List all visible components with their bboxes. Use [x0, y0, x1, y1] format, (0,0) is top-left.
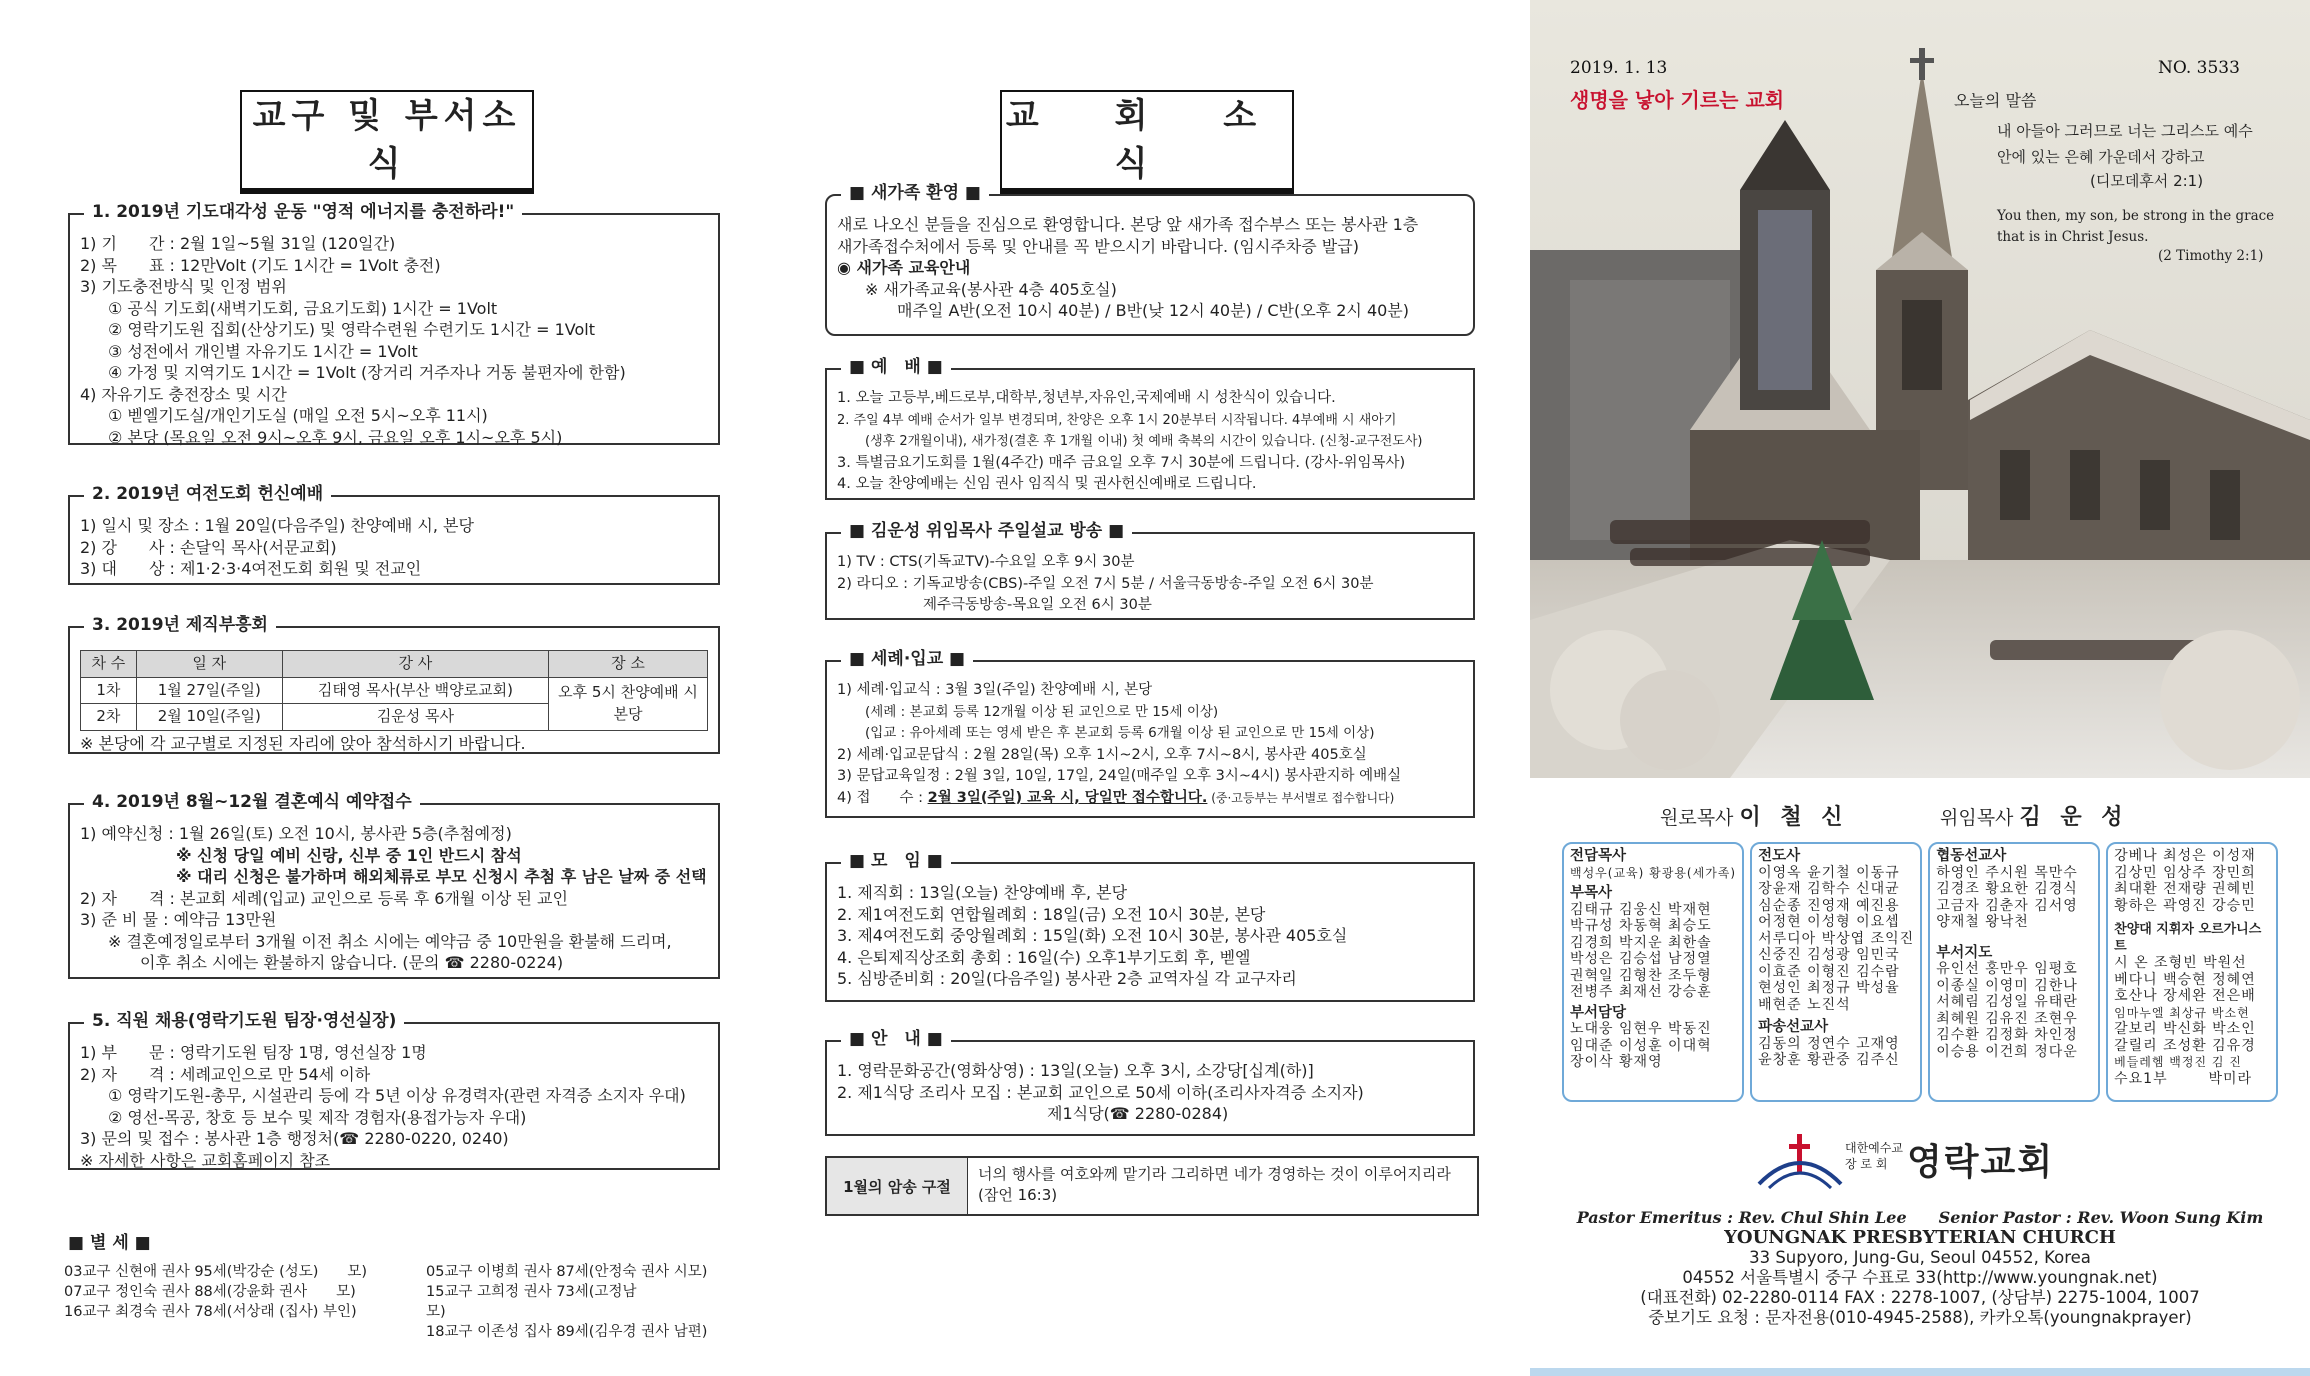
- staff-heading: 부서담당: [1570, 1004, 1627, 1021]
- verse-ref: (디모데후서 2:1): [2090, 172, 2204, 190]
- section-header: 1. 2019년 기도대각성 운동 "영적 에너지를 충전하라!": [84, 202, 522, 224]
- section-header: ■ 세례·입교 ■: [841, 649, 973, 671]
- staff-row: 서루디아 박상엽 조익진: [1758, 930, 1915, 947]
- verse-line: 너의 행사를 여호와께 맡기라 그리하면 네가 경영하는 것이 이루어지리라: [978, 1165, 1451, 1183]
- line: 2. 주일 4부 예배 순서가 일부 변경되며, 찬양은 오후 1시 20분부터 시작됩니다. 4부예배 시 새아기: [837, 412, 1397, 428]
- line: ① 공식 기도회(새벽기도회, 금요기도회) 1시간 = 1Volt: [108, 298, 498, 318]
- cell: 1차: [81, 677, 137, 704]
- line: 2) 목 표 : 12만Volt (기도 1시간 = 1Volt 충전): [80, 255, 441, 275]
- staff-row: 김동의 정연수 고재영: [1758, 1035, 1900, 1052]
- staff-heading: 찬양대 지휘자 오르가니스트: [2114, 922, 2262, 954]
- obituary-item: 18교구 이존성 집사 89세(김우경 권사 남편): [426, 1324, 708, 1340]
- obituary-header: ■ 별 세 ■: [68, 1233, 151, 1253]
- line: 새로 나오신 분들을 진심으로 환영합니다. 본당 앞 새가족 접수부스 또는 봉사관 1층: [837, 215, 1419, 234]
- line: ※ 신청 당일 예비 신랑, 신부 중 1인 반드시 참석: [176, 845, 522, 865]
- table-header: 강 사: [282, 651, 548, 678]
- today-word-english: [1997, 206, 2274, 248]
- denomination-line: 장 로 회: [1845, 1157, 1888, 1171]
- church-info: [1530, 1208, 2310, 1328]
- church-photo: [1530, 0, 2310, 778]
- line: 제1식당(☎ 2280-0284): [1047, 1104, 1229, 1123]
- line: 3) 문의 및 접수 : 봉사관 1층 행정처(☎ 2280-0220, 0240): [80, 1129, 509, 1148]
- name: 김 운 성: [2019, 805, 2129, 830]
- line: 4. 은퇴제직상조회 총회 : 16일(수) 오후1부기도회 후, 벧엘: [837, 947, 1251, 967]
- cell: 김태영 목사(부산 백양로교회): [282, 677, 548, 704]
- line: 1) 예약신청 : 1월 26일(토) 오전 10시, 봉사관 5층(추첨예정): [80, 824, 512, 843]
- church-illustration: [1530, 0, 2310, 778]
- line: 3) 준 비 물 : 예약금 13만원: [80, 910, 277, 929]
- line: (입교 : 유아세례 또는 영세 받은 후 본교회 등록 6개월 이상 된 교인으로 만 15세 이상): [865, 725, 1375, 741]
- line: 5. 심방준비회 : 20일(다음주일) 봉사관 2층 교역자실 각 교구자리: [837, 969, 1297, 988]
- line: ④ 가정 및 지역기도 1시간 = 1Volt (장거리 거주자나 거동 불편자에 한함): [108, 363, 626, 382]
- left-column: [60, 0, 710, 1376]
- staff-row: 고금자 김춘자 김서영: [1936, 897, 2078, 914]
- line: 2. 제1식당 조리사 모집 : 본교회 교인으로 50세 이하(조리사자격증 소지자): [837, 1082, 1364, 1102]
- staff-row: 배현준 노진석: [1758, 996, 1851, 1013]
- section-header: ■ 모 임 ■: [841, 851, 951, 873]
- staff-directory: [1562, 842, 2278, 1102]
- line: 2) 자 격 : 세례교인으로 만 54세 이하: [80, 1064, 371, 1084]
- cell: 2차: [81, 704, 137, 731]
- line: 2) 세례·입교문답식 : 2월 28일(목) 오후 1시~2시, 오후 7시~8시, 봉사관 405호실: [837, 746, 1367, 763]
- staff-row: 갈릴리 조성환 김유경: [2114, 1037, 2256, 1054]
- staff-row: 서혜림 김성일 유태란: [1936, 994, 2078, 1010]
- verse-line: that is in Christ Jesus.: [1997, 229, 2149, 245]
- memory-verse-box: [825, 1156, 1479, 1216]
- name: 이 철 신: [1739, 805, 1849, 830]
- section-header: 4. 2019년 8월~12월 결혼예식 예약접수: [84, 792, 420, 814]
- section-header: 5. 직원 채용(영락기도원 팀장·영선실장): [84, 1011, 404, 1033]
- staff-row: 신중진 김성광 임민국: [1758, 947, 1900, 963]
- line: [837, 788, 1463, 810]
- staff-box: [2106, 842, 2278, 1102]
- church-motto: 생명을 낳아 기르는 교회: [1570, 88, 1785, 112]
- pastor-emeritus: [1660, 800, 1849, 831]
- staff-row: 장윤재 김학수 신대균: [1758, 881, 1900, 897]
- obituary-item: 05교구 이병희 권사 87세(안정숙 권사 시모): [426, 1264, 708, 1280]
- revival-table: [80, 650, 708, 731]
- verse-ref: (2 Timothy 2:1): [2158, 248, 2264, 264]
- staff-row: 호산나 장세완 전은배: [2114, 988, 2256, 1004]
- line-label: 4) 접 수 :: [837, 789, 928, 806]
- staff-row: 윤창훈 황관중 김주신: [1758, 1052, 1900, 1068]
- denomination-line: 대한예수교: [1845, 1141, 1903, 1155]
- section-title: 교 회 소 식: [1000, 90, 1294, 194]
- staff-box: [1562, 842, 1744, 1102]
- cell: 2월 10일(주일): [136, 704, 282, 731]
- today-word-korean: [1997, 118, 2253, 170]
- staff-row: 김경희 박지운 최한솔: [1570, 934, 1712, 951]
- staff-row: 권혁일 김형찬 조두형: [1570, 967, 1712, 984]
- line: 1) 부 문 : 영락기도원 팀장 1명, 영선실장 1명: [80, 1043, 427, 1062]
- line: 4) 자유기도 충전장소 및 시간: [80, 384, 287, 404]
- church-name-english: YOUNGNAK PRESBYTERIAN CHURCH: [1724, 1227, 2116, 1248]
- line: 2) 자 격 : 본교회 세례(입교) 교인으로 등록 후 6개월 이상 된 교인: [80, 888, 568, 908]
- senior-pastor: [1940, 800, 2129, 831]
- line: 새가족접수처에서 등록 및 안내를 꼭 받으시기 바랍니다. (임시주차증 발급): [837, 236, 1359, 256]
- meetings-section: [825, 851, 1475, 1002]
- staff-heading: 부목사: [1570, 885, 1613, 901]
- staff-row: 최대환 전재량 권혜빈: [2114, 881, 2256, 897]
- line: ① 영락기도원-총무, 시설관리 등에 각 5년 이상 유경력자(관련 자격증 소지자 우대): [108, 1086, 686, 1105]
- line: ※ 대리 신청은 불가하며 해외체류로 부모 신청시 추첨 후 남은 날짜 중 선택: [176, 867, 707, 886]
- staff-row: 유인선 홍만우 임평호: [1936, 961, 2078, 977]
- line: ② 본당 (목요일 오전 9시~오후 9시, 금요일 오후 1시~오후 5시): [108, 427, 563, 447]
- verse-ref: (잠언 16:3): [978, 1186, 1058, 1204]
- staff-row: 어정현 이성형 이요셉: [1758, 914, 1900, 930]
- staff-row: 현성인 최정규 박성율: [1758, 980, 1900, 996]
- staff-row: 최혜원 김유진 조현우: [1936, 1010, 2078, 1027]
- line: (생후 2개월이내), 새가정(결혼 후 1개월 이내) 첫 예배 축복의 시간이 있습니다. (신청-교구전도사): [865, 434, 1423, 449]
- staff-row: 이효준 이형진 김수람: [1758, 963, 1900, 980]
- staff-row: 김상민 임상주 장민희: [2114, 864, 2256, 881]
- staff-row: 김수환 김정화 차인정: [1936, 1027, 2078, 1043]
- denomination: [1845, 1140, 1903, 1172]
- verse-line: You then, my son, be strong in the grace: [1997, 208, 2275, 224]
- line: 1. 오늘 고등부,베드로부,대학부,청년부,자유인,국제예배 시 성찬식이 있습니다.: [837, 390, 1336, 406]
- line: ② 영락기도원 집회(산상기도) 및 영락수련원 수련기도 1시간 = 1Volt: [108, 320, 595, 339]
- staff-row: 수요1부 박미라: [2114, 1070, 2253, 1087]
- cell: 1월 27일(주일): [136, 677, 282, 704]
- staff-row: 갈보리 박신화 박소인: [2114, 1021, 2256, 1037]
- middle-column: [815, 0, 1475, 1376]
- section-header: ■ 새가족 환영 ■: [841, 183, 989, 205]
- prayer-campaign-section: [68, 202, 720, 447]
- revival-section: [68, 615, 720, 754]
- line: 1. 영락문화공간(영화상영) : 13일(오늘) 오후 3시, 소강당[십계(하)]: [837, 1061, 1314, 1080]
- obituary-list-right: [426, 1262, 710, 1342]
- section-header: ■ 김운성 위임목사 주일설교 방송 ■: [841, 521, 1132, 543]
- line: ◉ 새가족 교육안내: [837, 258, 971, 277]
- hiring-section: [68, 1011, 720, 1170]
- staff-row: 김경조 황요한 김경식: [1936, 881, 2078, 897]
- line: 3) 기도충전방식 및 인정 범위: [80, 277, 287, 296]
- line: ※ 결혼예정일로부터 3개월 이전 취소 시에는 예약금 중 10만원을 환불해 드리며,: [108, 931, 672, 951]
- pastors-english: Pastor Emeritus : Rev. Chul Shin Lee Senior Pastor : Rev. Woon Sung Kim: [1576, 1208, 2264, 1227]
- church-logo: [1755, 1132, 2095, 1192]
- church-name: 영락교회: [1907, 1142, 2055, 1183]
- section-header: 3. 2019년 제직부흥회: [84, 615, 276, 637]
- memory-verse-label: 1월의 암송 구절: [827, 1158, 968, 1214]
- staff-heading: 전도사: [1758, 848, 1801, 864]
- line: 3. 특별금요기도회를 1월(4주간) 매주 금요일 오후 7시 30분에 드립니다. (강사-위임목사): [837, 454, 1406, 471]
- staff-row: 시 온 조형빈 박원선: [2114, 955, 2247, 971]
- womens-worship-section: [68, 484, 720, 585]
- line: 3. 제4여전도회 중앙월례회 : 15일(화) 오전 10시 30분, 봉사관 405호실: [837, 926, 1348, 945]
- staff-row: 황하은 곽영진 강승민: [2114, 897, 2256, 914]
- staff-row: 양재철 왕낙천: [1936, 914, 2029, 930]
- prayer-request-info: 중보기도 요청 : 문자전용(010-4945-2588), 카카오톡(youngnakprayer): [1648, 1308, 2192, 1327]
- staff-row: 노대웅 임현우 박동진: [1570, 1021, 1712, 1037]
- verse-line: 내 아들아 그러므로 너는 그리스도 예수: [1997, 122, 2253, 140]
- worship-section: [825, 357, 1475, 500]
- staff-row: 이종실 이영미 김한나: [1936, 977, 2078, 994]
- cell: 오후 5시 찬양예배 시 본당: [549, 677, 708, 730]
- line: 3) 대 상 : 제1·2·3·4여전도회 회원 및 전교인: [80, 559, 422, 578]
- line-note: (중·고등부는 부서별로 접수합니다): [1207, 790, 1395, 805]
- section-header: 2. 2019년 여전도회 헌신예배: [84, 484, 331, 506]
- issue-date: 2019. 1. 13: [1570, 58, 1668, 78]
- line: ② 영선-목공, 창호 등 보수 및 제작 경험자(용접가능자 우대): [108, 1107, 527, 1127]
- cell: 김운성 목사: [282, 704, 548, 731]
- staff-heading: 부서지도: [1936, 944, 1993, 961]
- staff-row: 백성우(교육) 황광용(세가족): [1570, 865, 1737, 880]
- obituary-item: 03교구 신현애 권사 95세(박강순 (성도) 모): [64, 1264, 368, 1280]
- staff-box: [1750, 842, 1922, 1102]
- verse-line: 안에 있는 은혜 가운데서 강하고: [1997, 148, 2205, 166]
- line: 1) 일시 및 장소 : 1월 20일(다음주일) 찬양예배 시, 본당: [80, 516, 474, 535]
- table-header: 일 자: [136, 651, 282, 678]
- line: 4. 오늘 찬양예배는 신임 권사 임직식 및 권사헌신예배로 드립니다.: [837, 476, 1257, 492]
- line: 매주일 A반(오전 10시 40분) / B반(낮 12시 40분) / C반(오후 2시 40분): [897, 301, 1410, 320]
- line: ③ 성전에서 개인별 자유기도 1시간 = 1Volt: [108, 341, 418, 361]
- staff-box: [1928, 842, 2100, 1102]
- line: ※ 자세한 사항은 교회홈페이지 참조: [80, 1150, 331, 1170]
- staff-heading: 전담목사: [1570, 848, 1627, 864]
- obituary-item: 07교구 정인숙 권사 88세(강윤화 권사 모): [64, 1284, 356, 1300]
- broadcast-section: [825, 521, 1475, 620]
- staff-row: 박성은 김승섭 남정열: [1570, 951, 1712, 967]
- obituary-item: 15교구 고희정 권사 73세(고정남 모): [426, 1284, 695, 1320]
- bottom-strip: [1530, 1368, 2310, 1376]
- staff-heading: 파송선교사: [1758, 1019, 1829, 1035]
- note: ※ 본당에 각 교구별로 지정된 자리에 앉아 참석하시기 바랍니다.: [80, 733, 526, 753]
- line: ① 벧엘기도실/개인기도실 (매일 오전 5시~오후 11시): [108, 406, 488, 425]
- staff-heading: 협동선교사: [1936, 848, 2007, 864]
- issue-number: NO. 3533: [2158, 58, 2240, 78]
- line: 이후 취소 시에는 환불하지 않습니다. (문의 ☎ 2280-0224): [140, 953, 564, 972]
- line-emphasis: 2월 3일(주일) 교육 시, 당일만 접수합니다.: [927, 789, 1208, 806]
- obituary-item: 16교구 최경숙 권사 78세(서상래 (집사) 부인): [64, 1304, 357, 1320]
- staff-row: 박규성 차동혁 최승도: [1570, 918, 1712, 934]
- role: 위임목사: [1940, 807, 2014, 829]
- staff-row: 임마누엘 최상규 박소현: [2114, 1005, 2250, 1020]
- line: 1) TV : CTS(기독교TV)-수요일 오후 9시 30분: [837, 554, 1135, 570]
- line: 2) 라디오 : 기독교방송(CBS)-주일 오전 7시 5분 / 서울극동방송-주일 오전 6시 30분: [837, 575, 1374, 592]
- line: 2) 강 사 : 손달익 목사(서문교회): [80, 537, 337, 557]
- line: 1. 제직회 : 13일(오늘) 찬양예배 후, 본당: [837, 883, 1128, 902]
- staff-row: 이승용 이건희 정다운: [1936, 1043, 2078, 1060]
- wedding-section: [68, 792, 720, 979]
- obituary-list-left: [64, 1262, 367, 1322]
- table-header: 장 소: [549, 651, 708, 678]
- line: 3) 문답교육일정 : 2월 3일, 10일, 17일, 24일(매주일 오후 3시~4시) 봉사관지하 예배실: [837, 768, 1402, 784]
- staff-row: 베다니 백승현 정혜연: [2114, 971, 2256, 988]
- role: 원로목사: [1660, 807, 1734, 829]
- address-korean: 04552 서울특별시 중구 수표로 33(http://www.youngnak.net): [1682, 1268, 2158, 1287]
- staff-row: 김태규 김웅신 박재현: [1570, 901, 1712, 918]
- staff-row: 장이삭 황재영: [1570, 1054, 1663, 1070]
- staff-row: 전병주 최재선 강승훈: [1570, 984, 1712, 1000]
- phone-info: (대표전화) 02-2280-0114 FAX : 2278-1007, (상담부) 2275-1004, 1007: [1640, 1288, 2200, 1307]
- staff-row: 강베나 최성은 이성재: [2114, 848, 2256, 864]
- line: 2. 제1여전도회 연합월례회 : 18일(금) 오전 10시 30분, 본당: [837, 904, 1266, 924]
- line: 1) 세례·입교식 : 3월 3일(주일) 찬양예배 시, 본당: [837, 682, 1153, 698]
- memory-verse-text: [968, 1158, 1461, 1214]
- section-title: 교구 및 부서소식: [240, 90, 534, 194]
- today-word-header: 오늘의 말씀: [1954, 91, 2037, 110]
- table-header: 차 수: [81, 651, 137, 678]
- line: 제주극동방송-목요일 오전 6시 30분: [923, 597, 1152, 613]
- section-header: ■ 예 배 ■: [841, 357, 951, 379]
- line: ※ 새가족교육(봉사관 4층 405호실): [865, 279, 1117, 299]
- notice-section: [825, 1029, 1475, 1136]
- right-column: [1530, 0, 2310, 1376]
- staff-row: 이영옥 윤기철 이동규: [1758, 864, 1900, 881]
- table-row: [81, 677, 708, 704]
- staff-row: 임대준 이성훈 이대혁: [1570, 1037, 1712, 1054]
- staff-row: 베들레헴 백정진 김 진: [2114, 1055, 2242, 1069]
- line: (세례 : 본교회 등록 12개월 이상 된 교인으로 만 15세 이상): [865, 703, 1219, 720]
- welcome-section: [825, 183, 1475, 336]
- line: 1) 기 간 : 2월 1일~5월 31일 (120일간): [80, 234, 396, 253]
- address-english: 33 Supyoro, Jung-Gu, Seoul 04552, Korea: [1749, 1248, 2091, 1267]
- cross-emblem-icon: [1755, 1132, 1845, 1192]
- staff-row: 심순종 진영재 예진용: [1758, 897, 1900, 914]
- section-header: ■ 안 내 ■: [841, 1029, 951, 1051]
- staff-row: 하영인 주시원 목만수: [1936, 864, 2078, 881]
- baptism-section: [825, 649, 1475, 818]
